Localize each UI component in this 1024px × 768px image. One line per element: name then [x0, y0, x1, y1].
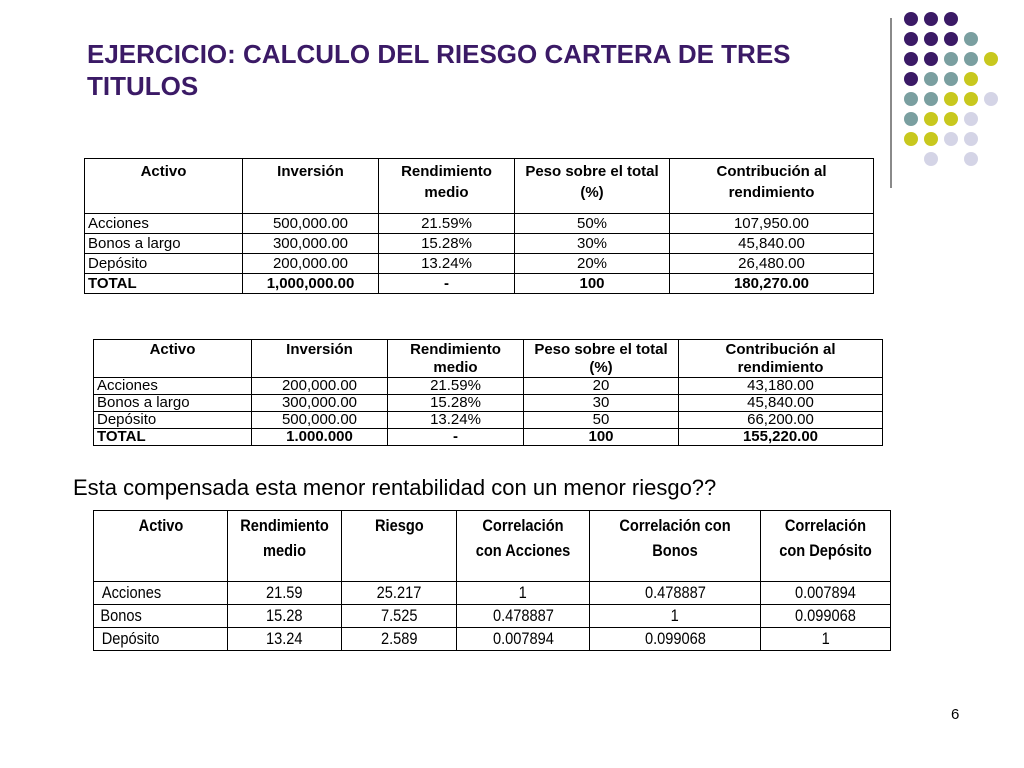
cell-rendimiento	[228, 628, 342, 651]
cell-rendimiento: 15.28%	[388, 395, 524, 412]
cell-inversion: 200,000.00	[243, 254, 379, 274]
table-row	[94, 378, 883, 395]
table-total-row	[94, 429, 883, 446]
cell-corr-acciones-text: 1	[518, 583, 528, 602]
header-peso: Peso sobre el total (%)	[515, 159, 670, 214]
cell-rendimiento	[228, 605, 342, 628]
header-correlacion-bonos	[590, 511, 761, 582]
cell-activo: Acciones	[94, 378, 252, 395]
cell-inversion: 200,000.00	[252, 378, 388, 395]
cell-corr-deposito	[761, 605, 891, 628]
cell-activo-text: Acciones	[101, 583, 162, 602]
decorative-dot	[924, 12, 938, 26]
cell-corr-acciones-text: 0.478887	[492, 606, 554, 625]
header-correlacion-acciones-label: Correlación con Acciones	[475, 516, 571, 560]
cell-rendimiento-text: 13.24	[266, 629, 303, 648]
cell-activo: Depósito	[94, 412, 252, 429]
header-riesgo	[342, 511, 457, 582]
cell-total-label: TOTAL	[85, 274, 243, 294]
decorative-dot	[944, 32, 958, 46]
cell-rendimiento: 15.28%	[379, 234, 515, 254]
cell-total-peso: 100	[524, 429, 679, 446]
cell-inversion: 500,000.00	[243, 214, 379, 234]
header-correlacion-bonos-label: Correlación con Bonos	[619, 516, 731, 560]
cell-corr-acciones	[457, 582, 590, 605]
decorative-dot	[944, 12, 958, 26]
cell-activo-text: Bonos	[100, 606, 142, 625]
header-rendimiento-label: Rendimiento medio	[240, 516, 329, 560]
table-row	[94, 395, 883, 412]
cell-corr-bonos	[590, 605, 761, 628]
decorative-dot	[924, 72, 938, 86]
cell-activo	[94, 582, 228, 605]
decorative-dot	[944, 92, 958, 106]
header-activo-label: Activo	[138, 516, 183, 535]
header-contribucion: Contribución al rendimiento	[670, 159, 874, 214]
header-correlacion-acciones	[457, 511, 590, 582]
cell-total-inversion: 1,000,000.00	[243, 274, 379, 294]
decorative-dot	[984, 52, 998, 66]
header-peso: Peso sobre el total (%)	[524, 340, 679, 378]
cell-contribucion: 45,840.00	[679, 395, 883, 412]
cell-corr-acciones-text: 0.007894	[492, 629, 554, 648]
cell-corr-deposito-text: 0.007894	[795, 583, 856, 602]
cell-contribucion: 26,480.00	[670, 254, 874, 274]
decorative-divider	[890, 18, 892, 188]
cell-peso: 20	[524, 378, 679, 395]
decorative-dot	[964, 52, 978, 66]
cell-inversion: 300,000.00	[243, 234, 379, 254]
cell-riesgo-text: 2.589	[380, 629, 418, 648]
cell-corr-deposito-text: 0.099068	[795, 606, 856, 625]
header-riesgo-label: Riesgo	[374, 516, 424, 535]
decorative-dot	[904, 72, 918, 86]
decorative-dot	[964, 72, 978, 86]
table-row	[94, 412, 883, 429]
cell-rendimiento-text: 21.59	[266, 583, 303, 602]
header-activo: Activo	[85, 159, 243, 214]
cell-peso: 30%	[515, 234, 670, 254]
cell-total-rendimiento: -	[379, 274, 515, 294]
decorative-dot	[924, 92, 938, 106]
decorative-dot	[904, 32, 918, 46]
cell-peso: 50%	[515, 214, 670, 234]
table-header-row	[85, 159, 874, 214]
cell-rendimiento-text: 15.28	[266, 606, 303, 625]
header-correlacion-deposito	[761, 511, 891, 582]
header-rendimiento-medio	[228, 511, 342, 582]
question-text: Esta compensada esta menor rentabilidad con un menor riesgo??	[73, 475, 717, 500]
risk-correlation-table	[93, 510, 891, 651]
cell-total-inversion: 1.000.000	[252, 429, 388, 446]
cell-corr-bonos-text: 0.099068	[644, 629, 706, 648]
cell-activo-text: Depósito	[101, 629, 160, 648]
decorative-dot	[944, 52, 958, 66]
decorative-dot	[924, 152, 938, 166]
cell-peso: 20%	[515, 254, 670, 274]
cell-corr-bonos	[590, 582, 761, 605]
cell-peso: 30	[524, 395, 679, 412]
cell-peso: 50	[524, 412, 679, 429]
cell-riesgo	[342, 628, 457, 651]
decorative-dot	[944, 132, 958, 146]
slide-title: EJERCICIO: CALCULO DEL RIESGO CARTERA DE TRES TITULOS	[87, 39, 791, 101]
decorative-dot	[964, 132, 978, 146]
header-correlacion-deposito-label: Correlación con Depósito	[779, 516, 872, 560]
header-activo: Activo	[94, 340, 252, 378]
cell-corr-bonos-text: 0.478887	[644, 583, 706, 602]
cell-corr-acciones	[457, 605, 590, 628]
cell-corr-deposito	[761, 628, 891, 651]
cell-riesgo-text: 7.525	[380, 606, 418, 625]
decorative-dot	[904, 132, 918, 146]
cell-rendimiento: 13.24%	[379, 254, 515, 274]
table-row	[85, 254, 874, 274]
decorative-dot	[924, 32, 938, 46]
decorative-dot	[964, 32, 978, 46]
cell-riesgo-text: 25.217	[376, 583, 422, 602]
cell-corr-bonos-text: 1	[670, 606, 680, 625]
decorative-dot	[964, 92, 978, 106]
cell-contribucion: 66,200.00	[679, 412, 883, 429]
portfolio-table-1	[84, 158, 874, 294]
table-row	[94, 628, 891, 651]
cell-rendimiento	[228, 582, 342, 605]
decorative-dot	[924, 132, 938, 146]
header-inversion: Inversión	[252, 340, 388, 378]
decorative-dot	[944, 72, 958, 86]
table-header-row	[94, 511, 891, 582]
cell-rendimiento: 13.24%	[388, 412, 524, 429]
cell-total-rendimiento: -	[388, 429, 524, 446]
header-rendimiento-medio: Rendimiento medio	[379, 159, 515, 214]
cell-activo	[94, 605, 228, 628]
decorative-dot	[904, 52, 918, 66]
decorative-dot	[924, 112, 938, 126]
decorative-dot	[904, 92, 918, 106]
cell-total-label: TOTAL	[94, 429, 252, 446]
cell-inversion: 300,000.00	[252, 395, 388, 412]
decorative-dot	[904, 112, 918, 126]
cell-contribucion: 107,950.00	[670, 214, 874, 234]
decorative-dot	[984, 92, 998, 106]
cell-activo: Bonos a largo	[85, 234, 243, 254]
cell-corr-bonos	[590, 628, 761, 651]
cell-inversion: 500,000.00	[252, 412, 388, 429]
page-number: 6	[951, 706, 960, 723]
cell-total-contribucion: 180,270.00	[670, 274, 874, 294]
cell-rendimiento: 21.59%	[388, 378, 524, 395]
cell-contribucion: 43,180.00	[679, 378, 883, 395]
decorative-dot	[924, 52, 938, 66]
cell-contribucion: 45,840.00	[670, 234, 874, 254]
cell-rendimiento: 21.59%	[379, 214, 515, 234]
cell-corr-deposito-text: 1	[821, 629, 830, 648]
cell-activo	[94, 628, 228, 651]
cell-corr-acciones	[457, 628, 590, 651]
cell-riesgo	[342, 605, 457, 628]
portfolio-table-2	[93, 339, 883, 446]
cell-activo: Depósito	[85, 254, 243, 274]
table-row	[94, 582, 891, 605]
decorative-dot	[964, 112, 978, 126]
decorative-dot	[964, 152, 978, 166]
decorative-dot	[944, 112, 958, 126]
table-row	[85, 234, 874, 254]
table-row	[94, 605, 891, 628]
cell-total-contribucion: 155,220.00	[679, 429, 883, 446]
header-inversion: Inversión	[243, 159, 379, 214]
table-header-row	[94, 340, 883, 378]
cell-total-peso: 100	[515, 274, 670, 294]
header-rendimiento-medio: Rendimiento medio	[388, 340, 524, 378]
decorative-dot	[904, 12, 918, 26]
cell-activo: Bonos a largo	[94, 395, 252, 412]
table-row	[85, 214, 874, 234]
header-contribucion: Contribución al rendimiento	[679, 340, 883, 378]
cell-riesgo	[342, 582, 457, 605]
header-activo	[94, 511, 228, 582]
table-total-row	[85, 274, 874, 294]
cell-activo: Acciones	[85, 214, 243, 234]
cell-corr-deposito	[761, 582, 891, 605]
